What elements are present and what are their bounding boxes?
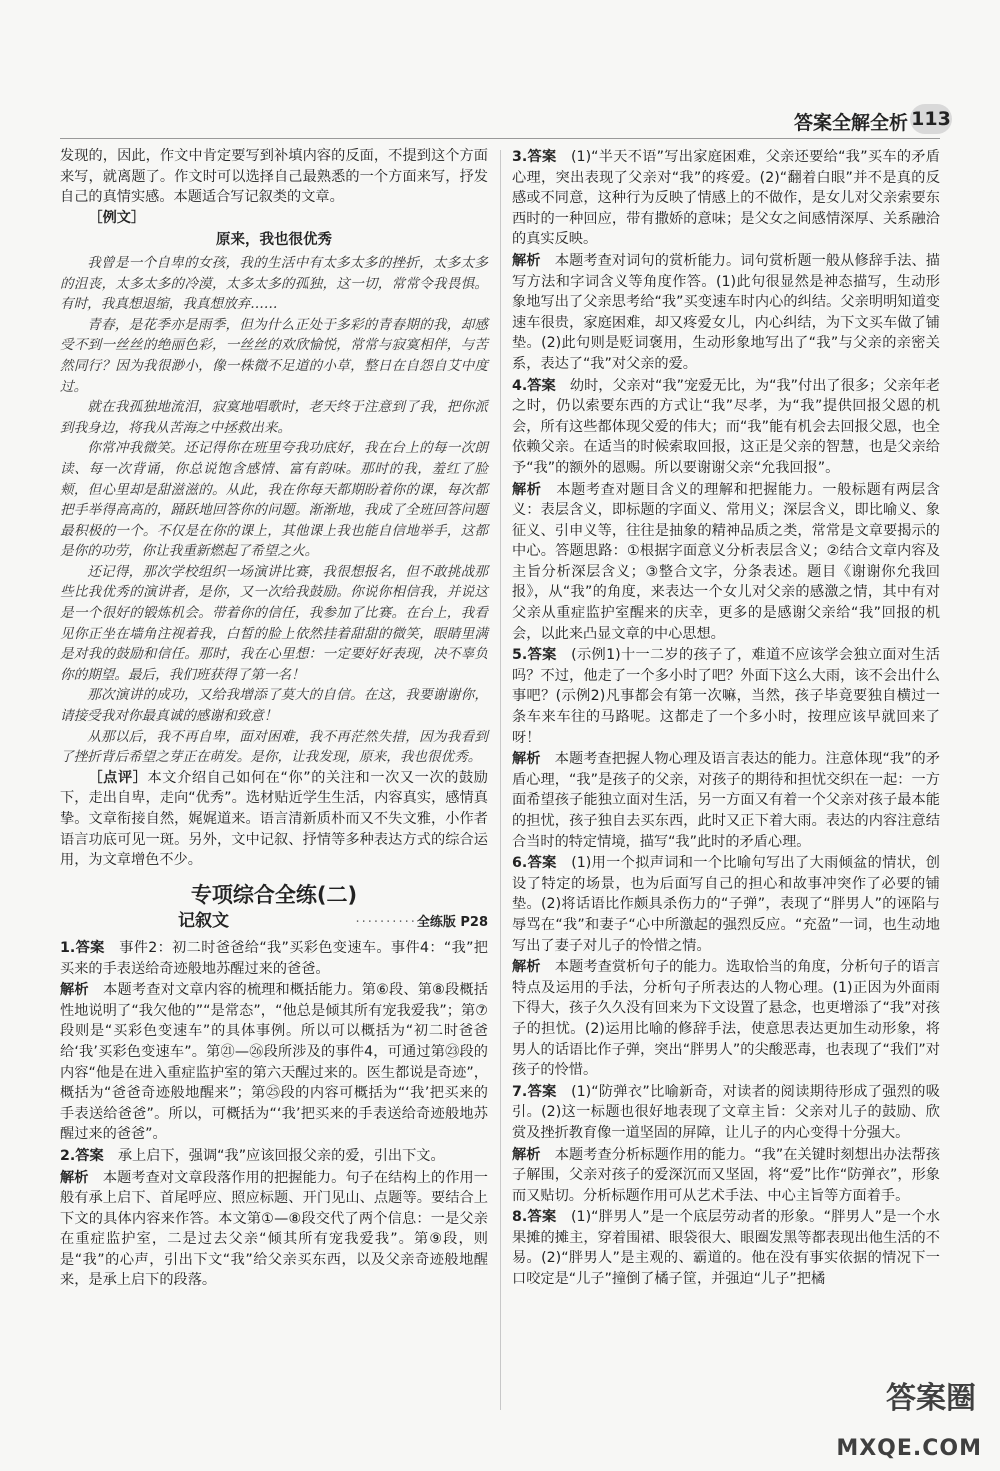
analysis-label: 解析 bbox=[512, 751, 541, 768]
workbook-reference bbox=[356, 913, 488, 934]
answer-label: 答案 bbox=[527, 377, 556, 394]
analysis-text: 本题考查赏析句子的能力。选取恰当的角度，分析句子的语言特点及运用的手法，分析句子所表达的人物心理。(1)正因为外面雨下得大，孩子久久没有回来为下文设置了悬念，也更增添了“我”对孩子的担忧。(2)运用比喻的修辞手法，使意思表达更加生动形象，将男人的话语比作子弹，突出“胖男人”的尖酸恶毒，也表现了“我们”对孩子的怜惜。 bbox=[512, 959, 940, 1079]
watermark-logo: 答案圈 bbox=[886, 1381, 976, 1416]
answer-text: 事件2：初二时爸爸给“我”买彩色变速车。事件4：“我”把买来的手表送给奇迹般地苏醒过来的爸爸。 bbox=[60, 939, 488, 977]
analysis-text: 本题考查对文章内容的梳理和概括能力。第⑥段、第⑧段概括性地说明了“我欠他的”“是常态”，“他总是倾其所有宠我爱我”；第⑦段则是“买彩色变速车”的具体事例。所以可以概括为“初二时爸爸给‘我’买彩色变速车”。第㉑—㉖段所涉及的事件4，可通过第㉓段的内容“他是在进入重症监护室的第六天醒过来的。医生都说是奇迹”，概括为“爸爸奇迹般地醒来”；第㉕段的内容可概括为“‘我’把买来的手表送给爸爸”。所以，可概括为“‘我’把买来的手表送给奇迹般地苏醒过来的爸爸”。 bbox=[60, 982, 488, 1143]
answer-text: (1)“胖男人”是一个底层劳动者的形象。“胖男人”是一个水果摊的摊主，穿着围裙、眼袋很大、眼圈发黑等都表现出他生活的不易。(2)“胖男人”是主观的、霸道的。他在没有事实依据的情况下一口咬定是“儿子”撞倒了橘子筐，并强迫“儿子”把橘 bbox=[512, 1209, 940, 1288]
essay-paragraph: 还记得，那次学校组织一场演讲比赛，我很想报名，但不敢挑战那些比我优秀的演讲者，是你，又一次给我鼓励。你说你相信我，并说这是一个很好的锻炼机会。带着你的信任，我参加了比赛。在台上，我看见你正坐在墙角注视着我，白皙的脸上依然挂着甜甜的微笑，眼睛里满是对我的鼓励和信任。那时，我在心里想：一定要好好表现，决不辜负你的期望。最后，我们班获得了第一名！ bbox=[60, 563, 488, 683]
watermark-text: MXQE.COM bbox=[836, 1436, 982, 1461]
answer-text: 幼时，父亲对“我”宠爱无比，为“我”付出了很多；父亲年老之时，仍以索要东西的方式让“我”尽孝，为“我”提供回报父恩的机会，所有这些都体现父爱的伟大；而“我”能有机会去回报父恩，也全依赖父亲。在适当的时候索取回报，这正是父亲的智慧，也是父亲给予“我”的额外的恩赐。所以要谢谢父亲“允我回报”。 bbox=[512, 377, 940, 476]
answer-item bbox=[512, 147, 940, 250]
page-header bbox=[0, 104, 1000, 138]
subsection-row bbox=[60, 911, 488, 934]
answer-label: 答案 bbox=[527, 855, 557, 872]
answer-item bbox=[512, 853, 940, 956]
essay-paragraph: 就在我孤独地流泪，寂寞地唱歌时，老天终于注意到了我，把你派到我身边，将我从苦海之中拯救出来。 bbox=[60, 399, 488, 436]
question-number: 5. bbox=[512, 647, 528, 664]
left-column bbox=[60, 146, 488, 1291]
question-number: 4. bbox=[512, 377, 528, 394]
essay-paragraph: 你常冲我微笑。还记得你在班里夸我功底好，我在台上的每一次朗读、每一次背诵，你总说饱含感情、富有韵味。那时的我，羞红了脸颊，但心里却是甜滋滋的。从此，我在你每天都期盼着你的课，每次都把手举得高高的，踊跃地回答你的问题。渐渐地，我成了全班回答问题最积极的一个。不仅是在你的课上，其他课上我也能自信地举手，这都是你的功劳，你让我重新燃起了希望之火。 bbox=[60, 440, 488, 560]
analysis-label: 解析 bbox=[512, 959, 541, 976]
comment-paragraph bbox=[60, 768, 488, 871]
question-number: 8. bbox=[512, 1209, 528, 1226]
question-number: 2. bbox=[60, 1147, 76, 1164]
answer-item bbox=[60, 938, 488, 979]
answer-label: 答案 bbox=[527, 1083, 557, 1100]
answer-label: 答案 bbox=[527, 149, 557, 165]
answer-text: (1)“防弹衣”比喻新奇，对读者的阅读期待形成了强烈的吸引。(2)这一标题也很好地表现了文章主旨：父亲对儿子的鼓励、欣赏及挫折教育像一道坚固的屏障，让儿子的内心变得十分强大。 bbox=[512, 1083, 940, 1141]
answer-item bbox=[512, 1082, 940, 1144]
analysis-text: 本题考查对题目含义的理解和把握能力。一般标题有两层含义：表层含义，即标题的字面义、常用义；深层含义，即比喻义、象征义、引申义等，往往是抽象的精神品质之类，常常是文章要揭示的中心。答题思路：①根据字面意义分析表层含义；②结合文章内容及主旨分析深层含义；③整合文字，分条表述。题目《谢谢你允我回报》，从“我”的角度，来表达一个女儿对父亲的感激之情，其中有对父亲从重症监护室醒来的庆幸，更多的是感谢父亲给“我”回报的机会，以此来凸显文章的中心思想。 bbox=[512, 481, 940, 642]
essay-paragraph: 从那以后，我不再自卑，面对困难，我不再茫然失措，因为我看到了挫折背后希望之芽正在萌发。是你，让我发现，原来，我也很优秀。 bbox=[60, 728, 488, 766]
subsection-title: 记叙文 bbox=[178, 911, 229, 932]
answer-text: 承上启下，强调“我”应该回报父亲的爱，引出下文。 bbox=[117, 1147, 445, 1164]
example-label: ［例文］ bbox=[88, 209, 146, 226]
analysis-item bbox=[60, 1168, 488, 1292]
answer-label: 答案 bbox=[527, 647, 557, 664]
answer-label: 答案 bbox=[75, 939, 105, 956]
analysis-label: 解析 bbox=[60, 982, 89, 999]
analysis-item bbox=[512, 251, 940, 375]
analysis-label: 解析 bbox=[512, 252, 541, 269]
answer-item bbox=[512, 376, 940, 479]
answer-text: (1)用一个拟声词和一个比喻句写出了大雨倾盆的情状，创设了特定的场景，也为后面写自己的担心和故事冲突作了必要的铺垫。(2)将话语比作颇具杀伤力的“子弹”，表现了“胖男人”的诬陷与辱骂在“我”和妻子“心中所激起的强烈反应。“充盈”一词，也生动地写出了妻子对儿子的怜惜之情。 bbox=[512, 855, 940, 954]
answer-item bbox=[60, 1146, 488, 1167]
answer-item bbox=[512, 645, 940, 748]
analysis-text: 本题考查对词句的赏析能力。词句赏析题一般从修辞手法、描写方法和字词含义等角度作答。(1)此句很显然是神态描写，生动形象地写出了父亲思考给“我”买变速车时内心的纠结。父亲明明知道变速车很贵，家庭困难，却又疼爱女儿，内心纠结，为下文买车做了铺垫。(2)此句则是贬词褒用，生动形象地写出了“我”与父亲的亲密关系，表达了“我”对父亲的爱。 bbox=[512, 252, 940, 372]
analysis-item bbox=[60, 980, 488, 1145]
comment-label: ［点评］ bbox=[88, 769, 148, 786]
analysis-item bbox=[512, 1145, 940, 1207]
question-number: 7. bbox=[512, 1083, 528, 1100]
header-title: 答案全解全析 bbox=[793, 112, 908, 134]
essay-paragraph: 青春，是花季亦是雨季，但为什么正处于多彩的青春期的我，却感受不到一丝丝的绝丽色彩，一丝丝的欢欣愉悦，常常与寂寞相伴，与苦然同行？因为我很渺小，像一株微不足道的小草，整日在自怨自艾中度过。 bbox=[60, 316, 488, 395]
column-divider bbox=[500, 150, 501, 1410]
analysis-item bbox=[512, 957, 940, 1081]
analysis-text: 本题考查把握人物心理及语言表达的能力。注意体现“我”的矛盾心理，“我”是孩子的父亲，对孩子的期待和担忧交织在一起：一方面希望孩子能独立面对生活，另一方面又有着一个父亲对孩子最本能的担忧，孩子独自去买东西，此时又正下着大雨。表达的内容注意结合当时的特定情境，描写“我”此时的矛盾心理。 bbox=[512, 751, 940, 850]
question-number: 3. bbox=[512, 149, 528, 165]
essay-paragraph: 我曾是一个自卑的女孩，我的生活中有太多太多的挫折，太多太多的沮丧，太多太多的冷漠，太多太多的孤独，这一切，常常令我畏惧。有时，我真想退缩，我真想放弃…… bbox=[60, 254, 488, 313]
question-number: 1. bbox=[60, 939, 76, 956]
answer-text: (示例1)十一二岁的孩子了，难道不应该学会独立面对生活吗？不过，他走了一个多小时了吧？外面下这么大雨，该不会出什么事吧？(示例2)凡事都会有第一次嘛，当然，孩子毕竟要独自横过一条车来车往的马路呢。这都走了一个多小时，按理应该早就回来了呀！ bbox=[512, 647, 940, 746]
header-rule bbox=[60, 138, 940, 139]
comment-text: 本文介绍自己如何在“你”的关注和一次又一次的鼓励下，走出自卑，走向“优秀”。选材贴近学生生活，内容真实，感情真挚。文章衔接自然，娓娓道来。语言清新质朴而又不失文雅，小作者语言功底可见一斑。另外，文中记叙、抒情等多种表达方式的综合运用，为文章增色不少。 bbox=[60, 769, 488, 869]
answer-item bbox=[512, 1207, 940, 1289]
answer-text: (1)“半天不语”写出家庭困难，父亲还要给“我”买车的矛盾心理，突出表现了父亲对“我”的疼爱。(2)“翻着白眼”并不是真的反感或不同意，这种行为反映了情感上的不做作，是女儿对父亲索要东西时的一种回应，带有撒娇的意味；是父女之间感情深厚、关系融洽的真实反映。 bbox=[512, 149, 940, 248]
analysis-text: 本题考查对文章段落作用的把握能力。句子在结构上的作用一般有承上启下、首尾呼应、照应标题、开门见山、点题等。要结合上下文的具体内容来作答。本文第①—⑧段交代了两个信息：一是父亲在重症监护室，二是过去父亲“倾其所有宠我爱我”。第⑨段，则是“我”的心声，引出下文“我”给父亲买东西，以及父亲奇迹般地醒来，是承上启下的段落。 bbox=[60, 1169, 488, 1289]
analysis-item bbox=[512, 749, 940, 852]
essay-title: 原来，我也很优秀 bbox=[216, 232, 332, 249]
workbook-reference-text: 全练版 P28 bbox=[416, 915, 488, 931]
analysis-label: 解析 bbox=[512, 481, 542, 498]
section-title: 专项综合全练(二) bbox=[190, 882, 358, 907]
intro-paragraph: 发现的，因此，作文中肯定要写到补填内容的反面，不提到这个方面来写，就离题了。作文时可以选择自己最熟悉的一个方面来写，抒发自己的真情实感。本题适合写记叙类的文章。 bbox=[60, 148, 488, 206]
leader-dots: ·········· bbox=[355, 915, 417, 931]
site-watermark bbox=[822, 1373, 982, 1461]
essay-body bbox=[60, 253, 488, 768]
analysis-item bbox=[512, 480, 940, 645]
analysis-text: 本题考查分析标题作用的能力。“我”在关键时刻想出办法帮孩子解围，父亲对孩子的爱深沉而又坚固，将“爱”比作“防弹衣”，形象而又贴切。分析标题作用可从艺术手法、中心主旨等方面着手。 bbox=[512, 1146, 940, 1204]
analysis-label: 解析 bbox=[60, 1169, 89, 1186]
page-number: 113 bbox=[910, 104, 952, 134]
analysis-label: 解析 bbox=[512, 1146, 541, 1163]
right-column bbox=[512, 146, 940, 1290]
answer-label: 答案 bbox=[527, 1209, 557, 1226]
question-number: 6. bbox=[512, 855, 528, 872]
answer-label: 答案 bbox=[75, 1147, 104, 1164]
essay-paragraph: 那次演讲的成功，又给我增添了莫大的自信。在这，我要谢谢你，请接受我对你最真诚的感谢和致意！ bbox=[60, 687, 488, 725]
